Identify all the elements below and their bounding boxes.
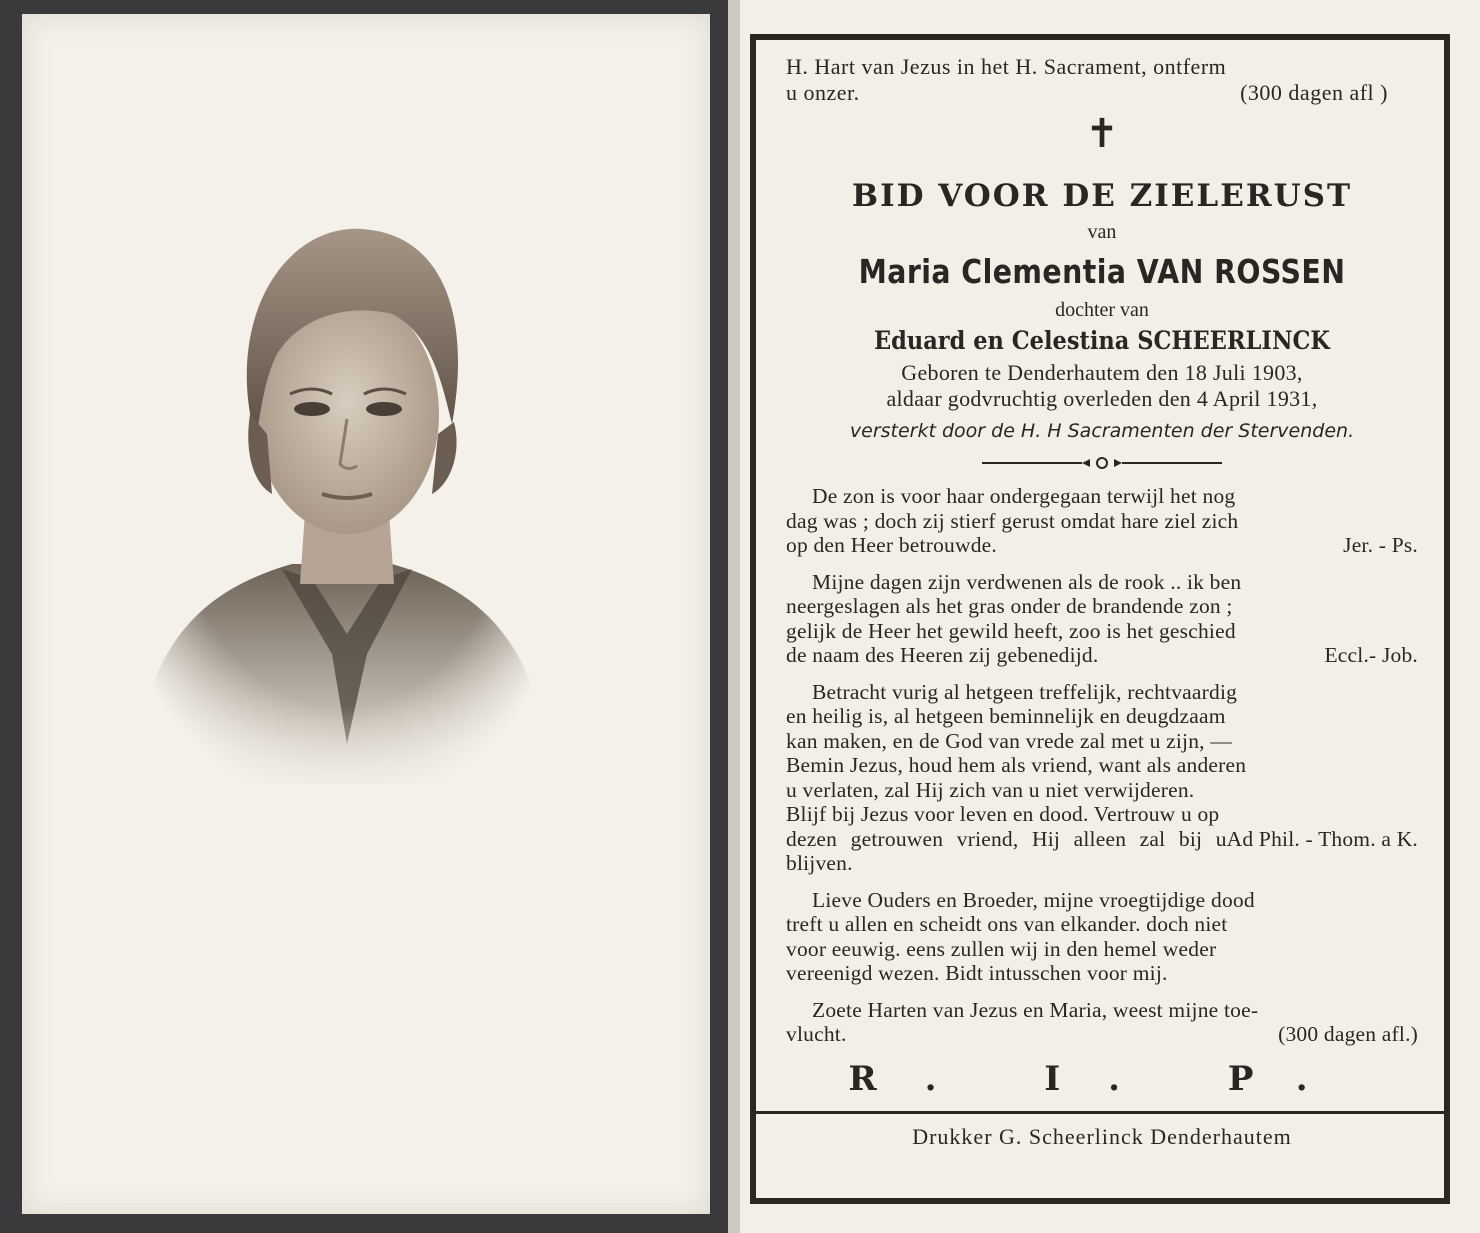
- paragraph-source: Eccl.- Job.: [1324, 643, 1418, 667]
- sacraments-line: versterkt door de H. H Sacramenten der Stervenden.: [849, 420, 1355, 442]
- printer-credit: Drukker G. Scheerlinck Denderhautem: [912, 1123, 1292, 1149]
- deceased-name: Maria Clementia VAN ROSSEN: [858, 252, 1346, 291]
- scripture-paragraph: [786, 484, 1418, 558]
- prayer-top-line2: u onzer.: [786, 80, 860, 105]
- scripture-paragraphs: [786, 484, 1418, 1047]
- paragraph-line: Zoete Harten van Jezus en Maria, weest mijne toe-: [812, 997, 1259, 1022]
- death-line: aldaar godvruchtig overleden den 4 April 1931,: [886, 386, 1318, 411]
- paragraph-line: kan maken, en de God van vrede zal met u zijn, —: [786, 728, 1233, 753]
- paragraph-line: dag was ; doch zij stierf gerust omdat hare ziel zich: [786, 508, 1239, 533]
- paragraph-line: [786, 827, 1418, 876]
- paragraph-line: [786, 1022, 1418, 1047]
- paragraph-line-text: dezen getrouwen vriend, Hij alleen zal bij u blijven.: [786, 826, 1227, 875]
- paragraph-line: De zon is voor haar ondergegaan terwijl het nog: [812, 484, 1236, 508]
- paragraph-line: Blijf bij Jezus voor leven en dood. Vertrouw u op: [786, 802, 1220, 826]
- paragraph-line: voor eeuwig. eens zullen wij in den hemel weder: [786, 936, 1217, 961]
- paragraph-line: treft u allen en scheidt ons van elkander. doch niet: [786, 912, 1228, 936]
- paragraph-source: (300 dagen afl.): [1278, 1022, 1418, 1046]
- heading: BID VOOR DE ZIELERUST: [851, 178, 1353, 214]
- paragraph-line: Lieve Ouders en Broeder, mijne vroegtijdige dood: [812, 887, 1255, 912]
- portrait-photo: [132, 184, 552, 784]
- paragraph-line-text: vlucht.: [786, 1022, 847, 1046]
- prayer-top: [786, 54, 1418, 106]
- paragraph-source: Ad Phil. - Thom. a K.: [1226, 826, 1418, 851]
- prayer-top-line1: H. Hart van Jezus in het H. Sacrament, ontferm: [786, 54, 1227, 79]
- van-label: van: [1087, 221, 1117, 243]
- rip: R. I. P.: [848, 1058, 1356, 1099]
- paragraph-line-text: de naam des Heeren zij gebenedijd.: [786, 643, 1099, 667]
- card-content: [756, 40, 1444, 1198]
- bottom-rule: [756, 1111, 1444, 1114]
- memorial-text-card: [740, 0, 1480, 1233]
- card-frame: [750, 34, 1450, 1204]
- paragraph-line: Bemin Jezus, houd hem als vriend, want als anderen: [786, 753, 1247, 777]
- paragraph-line: [786, 643, 1418, 668]
- paragraph-line: u verlaten, zal Hij zich van u niet verwijderen.: [786, 777, 1195, 802]
- paragraph-line: Betracht vurig al hetgeen treffelijk, rechtvaardig: [812, 679, 1238, 704]
- paragraph-line-text: op den Heer betrouwde.: [786, 533, 997, 557]
- scripture-paragraph: [786, 998, 1418, 1047]
- paragraph-line: neergeslagen als het gras onder de brandende zon ;: [786, 594, 1233, 618]
- paragraph-line: [786, 533, 1418, 558]
- scripture-paragraph: [786, 888, 1418, 986]
- paragraph-line: vereenigd wezen. Bidt intusschen voor mij.: [786, 961, 1168, 985]
- scripture-paragraph: [786, 570, 1418, 668]
- paragraph-source: Jer. - Ps.: [1343, 533, 1418, 557]
- cross-icon: ✝: [1085, 111, 1119, 156]
- scripture-paragraph: [786, 680, 1418, 876]
- paragraph-line: Mijne dagen zijn verdwenen als de rook .. ik ben: [812, 569, 1242, 594]
- photo-card: [0, 0, 728, 1233]
- paragraph-line: en heilig is, al hetgeen beminnelijk en deugdzaam: [786, 704, 1226, 728]
- ornament-divider: [982, 456, 1222, 470]
- photo-paper: [22, 14, 710, 1214]
- paragraph-line: gelijk de Heer het gewild heeft, zoo is het geschied: [786, 618, 1236, 643]
- prayer-top-indulgence: (300 dagen afl ): [1240, 80, 1388, 105]
- dochter-van-label: dochter van: [1055, 299, 1149, 321]
- parents-names: Eduard en Celestina SCHEERLINCK: [873, 326, 1330, 355]
- birth-line: Geboren te Denderhautem den 18 Juli 1903,: [901, 360, 1303, 385]
